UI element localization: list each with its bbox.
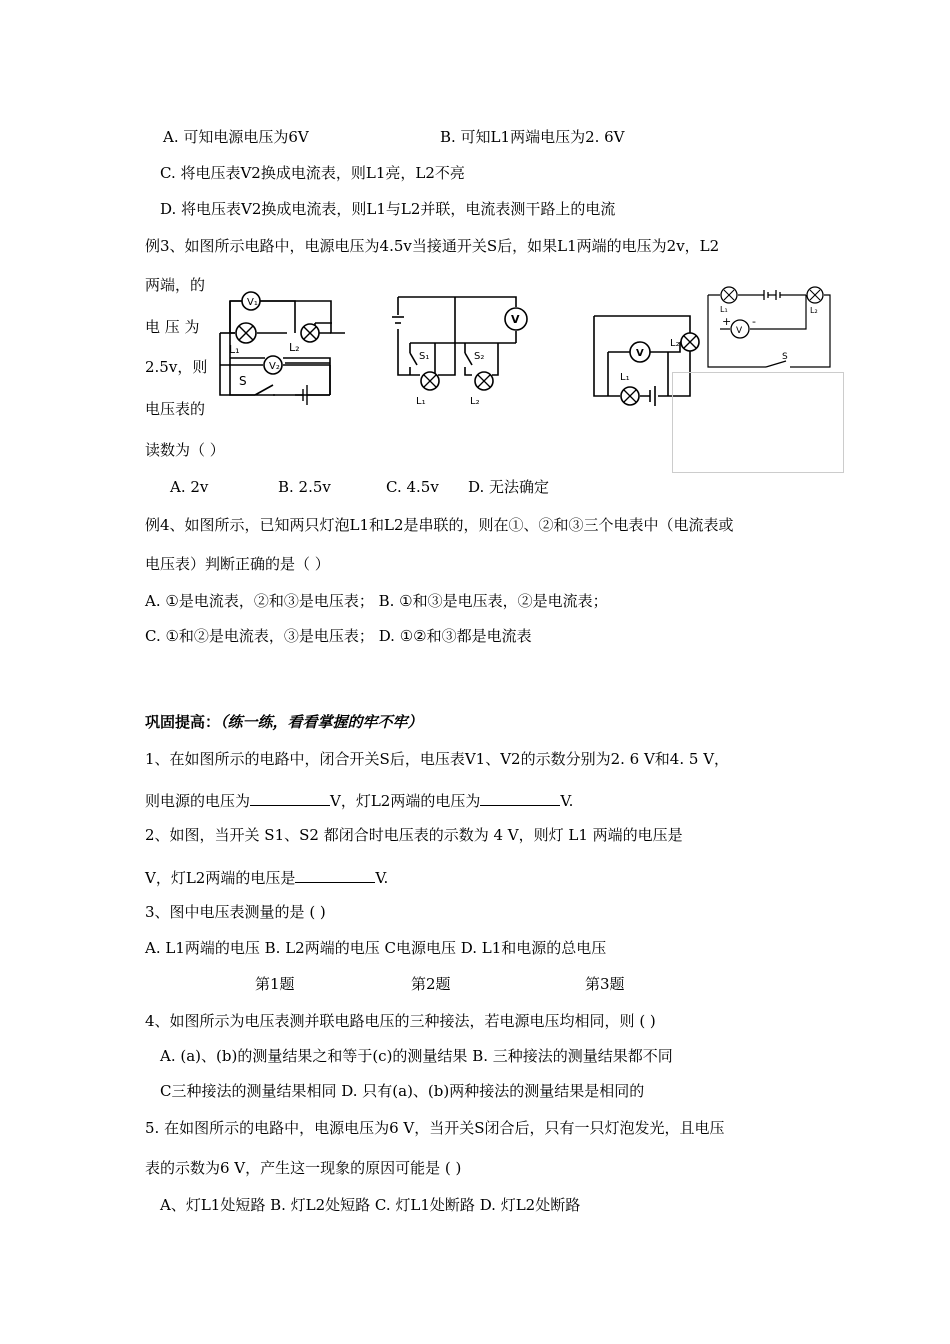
section-heading-sub: （练一练，看看掌握的牢不牢） xyxy=(220,713,423,731)
ex4-line1: 例4、如图所示，已知两只灯泡L1和L2是串联的，则在①、②和③三个电表中（电流表或 xyxy=(145,516,734,534)
q2-line2-part-a: V，灯L2两端的电压是 xyxy=(145,869,296,887)
ex3-option-b: B. 2.5v xyxy=(278,478,331,496)
empty-figure-frame xyxy=(672,372,844,473)
ex2-option-c: C. 将电压表V2换成电流表，则L1亮，L2不亮 xyxy=(160,164,465,182)
q1-line2-part-b: V，灯L2两端的电压为 xyxy=(330,792,481,810)
fig3-l2-label: L₂ xyxy=(670,338,680,349)
q1-line2 xyxy=(145,791,573,810)
ex3-option-c: C. 4.5v xyxy=(386,478,439,496)
fig4-plus-label: + xyxy=(722,315,732,328)
circuit-figure-1 xyxy=(215,283,415,413)
fig2-l1-label: L₁ xyxy=(416,396,426,407)
figure-label-q1: 第1题 xyxy=(255,975,295,993)
fig2-s1-label: S₁ xyxy=(419,351,430,362)
fig2-v-label: V xyxy=(511,313,520,326)
ex3-line6: 读数为（ ） xyxy=(145,441,225,459)
circuit-figure-2 xyxy=(390,293,530,408)
ex3-option-d: D. 无法确定 xyxy=(468,478,550,496)
q3-line2: A. L1两端的电压 B. L2两端的电压 C电源电压 D. L1和电源的总电压 xyxy=(145,939,607,957)
ex2-option-a: A. 可知电源电压为6V xyxy=(163,128,309,146)
ex3-line5: 电压表的 xyxy=(145,400,206,418)
ex4-line3: A. ①是电流表，②和③是电压表； B. ①和③是电压表，②是电流表； xyxy=(145,592,608,610)
section-heading-title: 巩固提高： xyxy=(145,713,221,731)
q3-line1: 3、图中电压表测量的是 ( ) xyxy=(145,903,326,921)
q2-blank[interactable] xyxy=(295,868,375,883)
q4-line3: C三种接法的测量结果相同 D. 只有(a)、(b)两种接法的测量结果是相同的 xyxy=(160,1082,645,1100)
q2-line2-part-b: V. xyxy=(375,869,389,887)
circuit-figure-4 xyxy=(706,285,836,375)
figure-label-q2: 第2题 xyxy=(411,975,451,993)
fig2-l2-label: L₂ xyxy=(470,396,480,407)
ex3-line3: 电 压 为 xyxy=(145,318,200,336)
section-heading xyxy=(145,713,423,731)
q1-line2-part-a: 则电源的电压为 xyxy=(145,792,251,810)
figure-label-q3: 第3题 xyxy=(585,975,625,993)
q2-line2 xyxy=(145,868,388,887)
fig4-v-label: V xyxy=(736,326,743,336)
q1-line1: 1、在如图所示的电路中，闭合开关S后，电压表V1、V2的示数分别为2. 6 V和4. 5 V， xyxy=(145,750,730,768)
ex4-line2: 电压表）判断正确的是（ ） xyxy=(145,555,330,573)
fig3-v-label: V xyxy=(636,348,644,359)
ex3-line2: 两端，的 xyxy=(145,276,206,294)
fig4-minus-label: - xyxy=(752,315,756,328)
ex2-option-d: D. 将电压表V2换成电流表，则L1与L2并联，电流表测干路上的电流 xyxy=(160,200,616,218)
ex4-line4: C. ①和②是电流表，③是电压表； D. ①②和③都是电流表 xyxy=(145,627,532,645)
fig1-switch-label: S xyxy=(239,374,247,388)
fig4-l1-label: L₁ xyxy=(720,305,728,314)
q1-blank-2[interactable] xyxy=(480,791,560,806)
fig2-s2-label: S₂ xyxy=(474,351,485,362)
ex3-line1: 例3、如图所示电路中，电源电压为4.5v当接通开关S后，如果L1两端的电压为2v，L2 xyxy=(145,237,720,255)
ex2-option-b: B. 可知L1两端电压为2. 6V xyxy=(440,128,625,146)
q4-line1: 4、如图所示为电压表测并联电路电压的三种接法，若电源电压均相同，则 ( ) xyxy=(145,1012,656,1030)
ex3-line4: 2.5v，则 xyxy=(145,358,208,376)
fig3-l1-label: L₁ xyxy=(620,372,630,383)
fig1-l2-label: L₂ xyxy=(289,341,300,354)
fig4-switch-label: S xyxy=(782,352,788,362)
fig1-v2-label: V₂ xyxy=(269,361,280,372)
ex3-option-a: A. 2v xyxy=(170,478,209,496)
q2-line1: 2、如图，当开关 S1、S2 都闭合时电压表的示数为 4 V，则灯 L1 两端的电压是 xyxy=(145,826,683,844)
q5-line2: 表的示数为6 V，产生这一现象的原因可能是 ( ) xyxy=(145,1159,462,1177)
q5-line1: 5. 在如图所示的电路中，电源电压为6 V，当开关S闭合后，只有一只灯泡发光，且电压 xyxy=(145,1119,725,1137)
fig4-l2-label: L₂ xyxy=(810,306,818,315)
q4-line2: A. (a)、(b)的测量结果之和等于(c)的测量结果 B. 三种接法的测量结果都不同 xyxy=(160,1047,673,1065)
fig1-v1-label: V₁ xyxy=(247,297,258,308)
q1-line2-part-c: V. xyxy=(560,792,574,810)
q1-blank-1[interactable] xyxy=(250,791,330,806)
q5-line3: A、灯L1处短路 B. 灯L2处短路 C. 灯L1处断路 D. 灯L2处断路 xyxy=(160,1196,581,1214)
fig1-l1-label: L₁ xyxy=(229,343,240,356)
